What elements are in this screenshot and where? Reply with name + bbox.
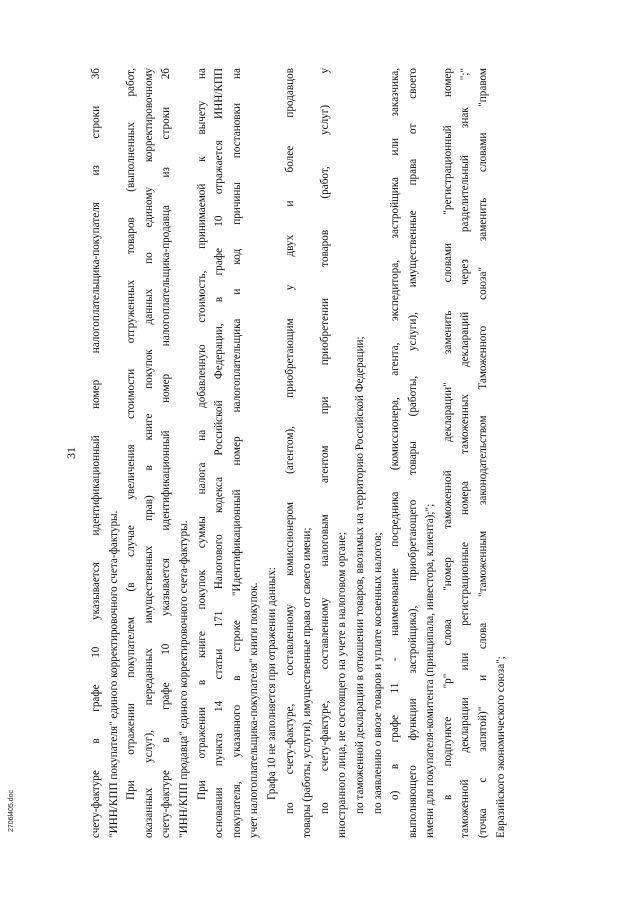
text-line: "ИНН/КПП покупателя" единого корректировочного счета-фактуры. <box>107 510 120 838</box>
text-line: в подпункте "р" слова "номер таможенной декларации" заменить словами "регистрационный номер <box>441 68 454 800</box>
text-line: (точка с запятой)" и слова "таможенным законодательством Таможенного союза" заменить словами "правом <box>477 68 490 838</box>
text-line: по счету-фактуре, составленному налоговым агентом при приобретении товаров (работ, услуг) у <box>318 68 331 814</box>
text-line: основании пункта 14 статьи 171 Налогового кодекса Российской Федерации, в графе 10 отражается ИНН/КПП <box>213 68 226 838</box>
text-line: по таможенной декларации в отношении товаров, ввозимых на территорию Российской Федерации; <box>353 336 366 814</box>
text-line: о) в графе 11 - наименование посредника (комиссионера, агента, экспедитора, застройщика или заказчика, <box>389 68 402 800</box>
text-line: оказанных услуг), переданных имущественных прав) в книге покупок данных по единому корректировочному <box>142 68 155 838</box>
text-line: При отражении покупателем (в случае увеличения стоимости отгруженных товаров (выполненных работ, <box>125 68 138 800</box>
text-line: При отражении в книге покупок суммы налога на добавленную стоимость, принимаемой к вычету на <box>195 68 208 800</box>
text-line: товары (работы, услуги), имущественные права от своего имени; <box>301 527 314 838</box>
text-line: Евразийского экономического союза"; <box>494 656 507 838</box>
text-line: по заявлению о ввозе товаров и уплате косвенных налогов; <box>371 532 384 814</box>
text-line: покупателя, указанного в строке "Идентификационный номер налогоплательщика и код причины постановки на <box>230 68 243 838</box>
text-line: учет налогоплательщика-покупателя" книги покупок. <box>248 582 261 838</box>
text-line: "ИНН/КПП продавца" единого корректировочного счета-фактуры. <box>177 520 190 838</box>
text-line: выполняющего функции застройщика), приобретающего товары (работы, услуги), имущественные права от своего <box>406 68 419 838</box>
text-line: счету-фактуре в графе 10 указывается идентификационный номер налогоплательщика-покупателя из строки 3б <box>90 68 102 838</box>
rotated-content <box>64 68 632 838</box>
body-text <box>88 68 510 838</box>
text-line: счету-фактуре в графе 10 указывается идентификационный номер налогоплательщика-продавца из строки 2б <box>160 68 173 838</box>
document-file-code: 2706l405.doc <box>8 789 15 832</box>
text-line: по счету-фактуре, составленному комиссионером (агентом), приобретающим у двух и более продавцов <box>283 68 296 814</box>
text-line: таможенной декларации или регистрационные номера таможенных деклараций через разделительный знак ";" <box>459 68 472 838</box>
text-line: иностранного лица, не состоящего на учете в налоговом органе; <box>336 532 349 838</box>
text-line: имени для покупателя-комитента (принципала, инвестора, клиента);"; <box>424 503 437 838</box>
page-number: 31 <box>64 447 78 459</box>
text-line: Графа 10 не заполняется при отражении данных: <box>265 567 278 800</box>
